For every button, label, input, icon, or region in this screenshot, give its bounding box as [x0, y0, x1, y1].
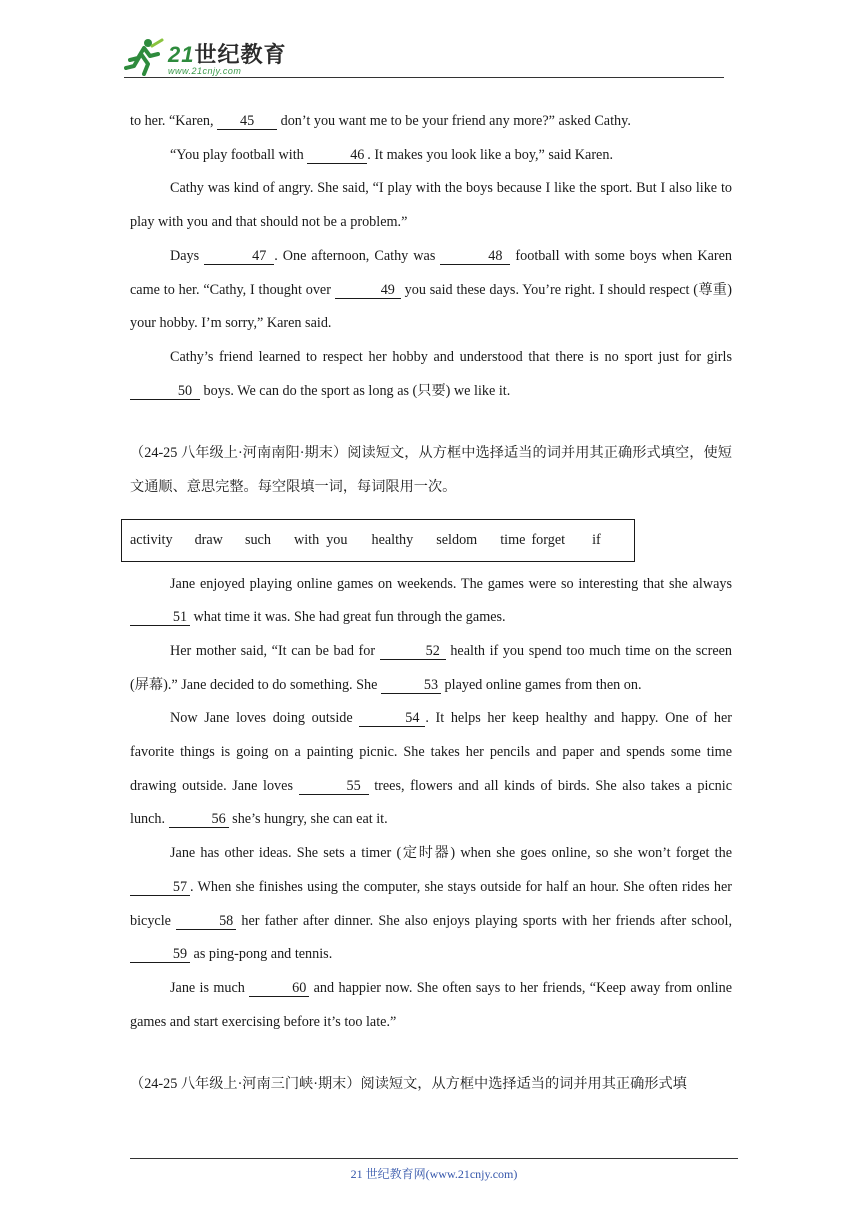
blank-58[interactable]: 58	[176, 913, 236, 930]
word-bank-item: seldom	[436, 531, 478, 548]
paragraph-mother: Her mother said, “It can be bad for 52 health if you spend too much time on the screen (屏幕).” Jane decided to do something. She 53 played online games from then on.	[130, 642, 733, 693]
blank-56[interactable]: 56	[169, 811, 229, 828]
word-bank-item: healthy	[371, 531, 414, 548]
paragraph-respect: Cathy’s friend learned to respect her hobby and understood that there is no sport just for girls 50 boys. We can do the sport as long as (只要) we like it.	[130, 341, 732, 408]
paragraph-timer: Jane has other ideas. She sets a timer (定时器) when she goes online, so she won’t forget the 57 . When she finishes using the computer, she stays outside for half an hour. She often rides her bicycle 58 her father after dinner. She also enjoys playing sports with her friends after school, 59 as ping-pong and tennis.	[130, 845, 733, 963]
blank-48[interactable]: 48	[440, 248, 510, 265]
blank-50[interactable]: 50	[130, 383, 200, 400]
paragraph-karen-question: to her. “Karen, 45 don’t you want me to be your friend any more?” asked Cathy.	[130, 113, 631, 129]
blank-53[interactable]: 53	[381, 677, 441, 694]
document-body	[130, 105, 732, 1116]
logo-title: 21世纪教育	[168, 42, 287, 67]
logo-url: www.21cnjy.com	[168, 66, 242, 76]
blank-51[interactable]: 51	[130, 609, 190, 626]
page-footer	[130, 1158, 738, 1182]
blank-46[interactable]: 46	[307, 147, 367, 164]
blank-55[interactable]: 55	[299, 778, 369, 795]
paragraph-football: “You play football with 46 . It makes you look like a boy,” said Karen.	[170, 146, 613, 163]
paragraph-outside: Now Jane loves doing outside 54 . It helps her keep healthy and happy. One of her favorite things is going on a painting picnic. She takes her pencils and paper and spends some time drawing outside. Jane loves 55 trees, flowers and all kinds of birds. She also takes a picnic lunch. 56 she’s hungry, she can eat it.	[130, 710, 733, 828]
paragraph-happier: Jane is much 60 and happier now. She often says to her friends, “Keep away from online games and start exercising before it’s too late.”	[130, 979, 733, 1030]
paragraph-cathy-angry: Cathy was kind of angry. She said, “I play with the boys because I like the sport. But I also like to play with you and that should not be a problem.”	[130, 180, 732, 231]
word-bank-item: time	[500, 531, 526, 548]
blank-45[interactable]: 45	[217, 113, 277, 130]
blank-59[interactable]: 59	[130, 946, 190, 963]
section-3-instructions: （24-25 八年级上·河南三门峡·期末）阅读短文，从方框中选择适当的词并用其正确形式填	[130, 1076, 687, 1093]
blank-52[interactable]: 52	[380, 643, 446, 660]
blank-57[interactable]: 57	[130, 879, 190, 896]
blank-47[interactable]: 47	[204, 248, 274, 265]
word-bank	[121, 519, 635, 562]
word-bank-item: draw	[194, 531, 223, 548]
paragraph-days: Days 47 . One afternoon, Cathy was 48 football with some boys when Karen came to her. “Cathy, I thought over 49 you said these days. You’re right. I should respect (尊重) your hobby. I’m sorry,” Karen said.	[130, 247, 733, 332]
blank-49[interactable]: 49	[335, 282, 401, 299]
word-bank-item: activity	[130, 531, 173, 548]
word-bank-item: such	[244, 531, 271, 548]
word-bank-item: if	[592, 531, 601, 548]
word-bank-item: forget	[531, 531, 566, 548]
page-header	[124, 32, 724, 78]
footer-link[interactable]: 21 世纪教育网(www.21cnjy.com)	[350, 1167, 518, 1181]
blank-60[interactable]: 60	[249, 980, 309, 997]
section-2-instructions: （24-25 八年级上·河南南阳·期末）阅读短文，从方框中选择适当的词并用其正确形式填空，使短文通顺、意思完整。每空限填一词，每词限用一次。	[130, 445, 732, 496]
site-logo[interactable]	[124, 32, 287, 76]
blank-54[interactable]: 54	[359, 710, 425, 727]
word-bank-item: with	[293, 531, 320, 548]
header-rule	[124, 77, 724, 78]
paragraph-jane-games: Jane enjoyed playing online games on weekends. The games were so interesting that she always 51 what time it was. She had great fun through the games.	[130, 568, 732, 635]
runner-logo-icon	[124, 36, 164, 76]
word-bank-item: you	[326, 531, 348, 548]
